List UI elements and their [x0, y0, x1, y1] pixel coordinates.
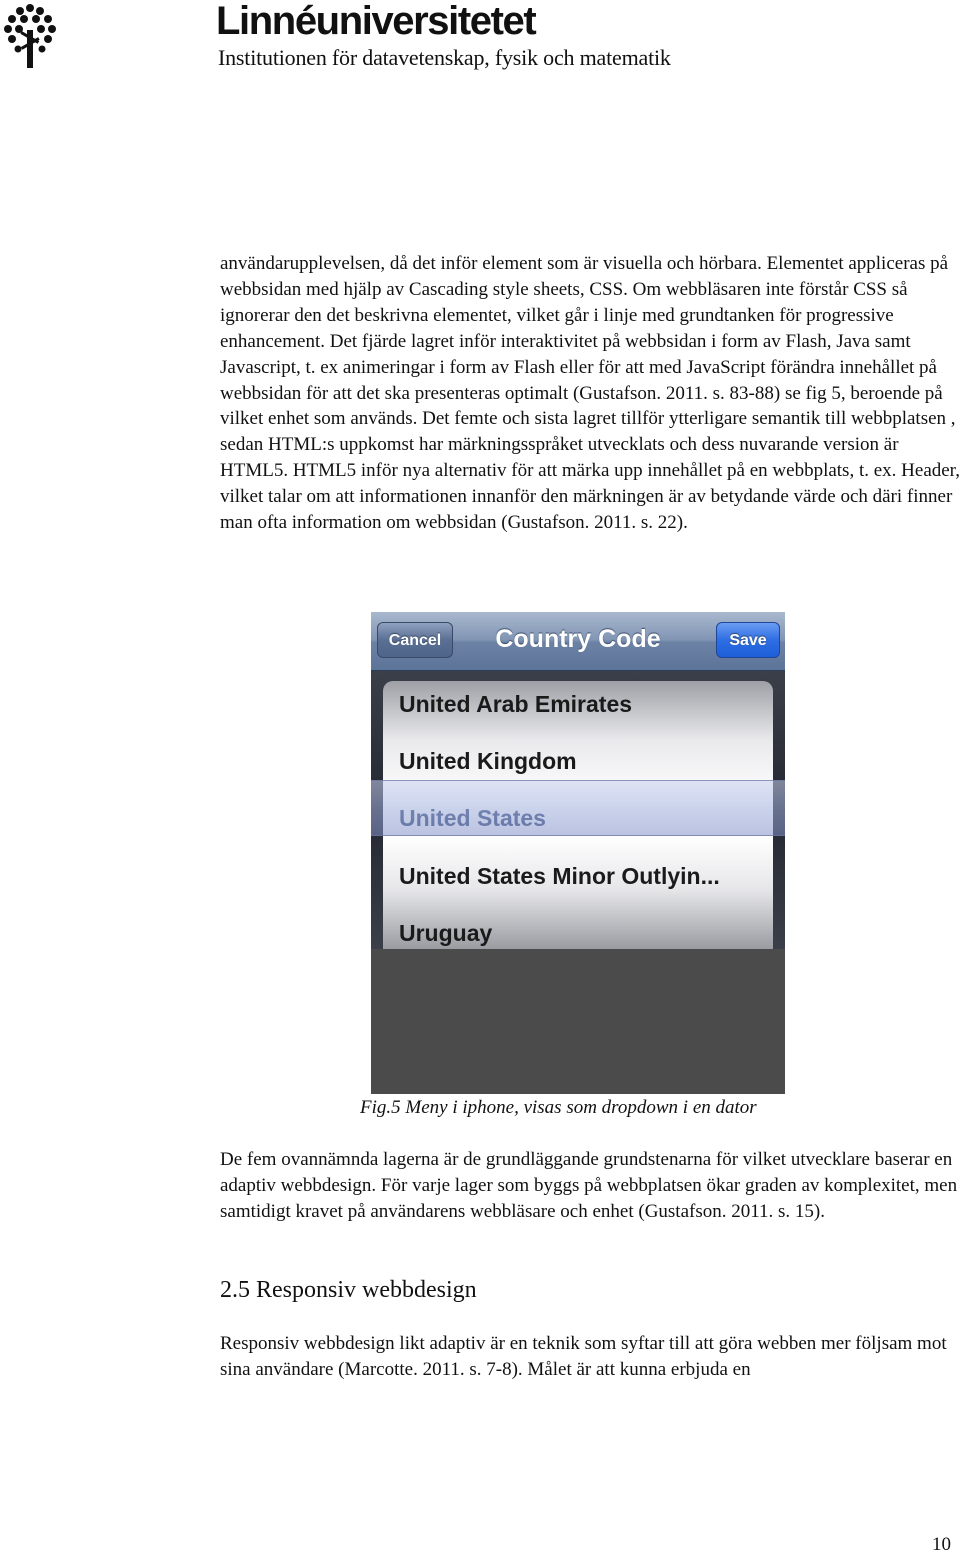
phone-background	[371, 949, 785, 1094]
picker-option[interactable]: United Kingdom	[399, 748, 577, 774]
picker-option[interactable]: United States Minor Outlyin...	[399, 863, 720, 889]
cancel-button[interactable]: Cancel	[377, 622, 453, 658]
document-header	[0, 0, 960, 80]
body-paragraph-3: Responsiv webbdesign likt adaptiv är en teknik som syftar till att göra webben mer följsam mot sina användare (Marcotte. 2011. s. 7-8). Målet är att kunna erbjuda en	[220, 1333, 947, 1380]
section-heading: 2.5 Responsiv webbdesign	[220, 1277, 477, 1303]
university-name: Linnéuniversitetet	[216, 0, 536, 43]
picker-option[interactable]: United Arab Emirates	[399, 691, 633, 717]
body-paragraph-2: De fem ovannämnda lagerna är de grundläggande grundstenarna för vilket utvecklare baserar en adaptiv webbdesign. För varje lager som byggs på webbplatsen ökar graden av komplexitet, men samtidigt kravet på användarens webbläsare och enhet (Gustafson. 2011. s. 15).	[220, 1149, 958, 1222]
iphone-screenshot	[371, 612, 785, 1094]
body-paragraph-1: användarupplevelsen, då det inför element som är visuella och hörbara. Elementet appliceras på webbsidan med hjälp av Cascading style sheets, CSS. Om webbläsaren inte förstår CSS så ignorerar den det beskrivna elementet, vilket går i linje med grundtanken för progressive enhancement. Det fjärde lagret inför interaktivitet på webbsidan i form av Flash, Java samt Javascript, t. ex animeringar i form av Flash eller för att med JavaScript förändra innehållet på webbsidan för att det ska presenteras optimalt (Gustafson. 2011. s. 83-88) se fig 5, beroende på vilket enhet som används. Det femte och sista lagret tillför ytterligare semantik till webbplatsen , sedan HTML:s uppkomst har märkningsspråket utvecklats och dess nuvarande version är HTML5. HTML5 inför nya alternativ för att märka upp innehållet på en webbplats, t. ex. Header, vilket talar om att informationen innanför den märkningen är av betydande värde och däri finner man ofta information om webbsidan (Gustafson. 2011. s. 22).	[220, 253, 960, 534]
tree-logo-icon	[2, 2, 58, 68]
picker-option[interactable]: Uruguay	[399, 920, 493, 946]
department-name: Institutionen för datavetenskap, fysik och matematik	[218, 45, 671, 70]
picker-selection-bar	[371, 780, 785, 836]
phone-navbar	[371, 612, 785, 671]
phone-title: Country Code	[495, 625, 661, 653]
save-button[interactable]: Save	[716, 622, 780, 658]
page-number: 10	[932, 1534, 951, 1555]
country-picker[interactable]	[371, 671, 785, 949]
figure-caption: Fig.5 Meny i iphone, visas som dropdown i en dator	[360, 1097, 757, 1118]
